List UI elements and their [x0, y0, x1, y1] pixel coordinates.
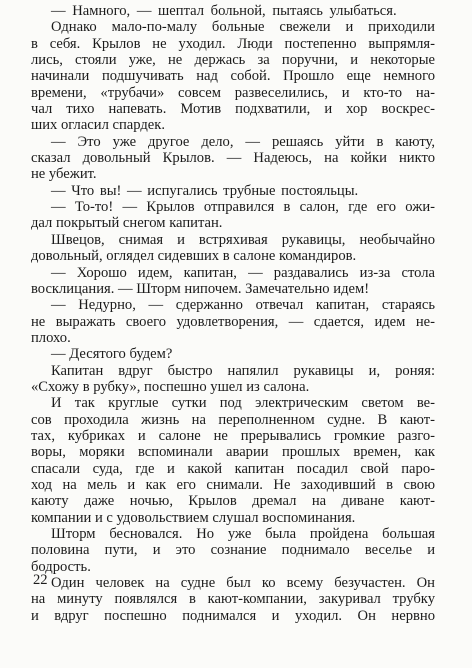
paragraph: [31, 395, 435, 526]
paragraph: [31, 526, 435, 575]
text-line: ход на мель и как его снимали. Не заходивший в свою: [31, 476, 435, 493]
text-line: бодрость.: [31, 558, 91, 575]
text-line: — Намного, — шептал больной, пытаясь улыбаться.: [51, 3, 397, 19]
body-text: [31, 3, 435, 624]
text-line: тах, кубриках и салоне не прерывались громкие разго-: [31, 427, 435, 444]
paragraph: [31, 19, 435, 133]
paragraph: [31, 183, 435, 199]
text-line: не выражать своего удовлетворения, — сдается, идем не-: [31, 313, 435, 330]
text-line: довольный, оглядел сидевших в салоне командиров.: [31, 248, 357, 265]
text-line: Капитан вдруг быстро напялил рукавицы и, роняя:: [51, 362, 435, 379]
text-line: каюту даже ночью, Крылов дремал на диване кают-: [31, 493, 435, 510]
text-line: сов проходила жизнь на переполненном судне. В кают-: [31, 411, 435, 428]
text-line: плохо.: [31, 329, 71, 346]
paragraph: [31, 575, 435, 624]
text-line: спасали суда, где и какой капитан посадил свой паро-: [31, 460, 435, 477]
text-line: ших огласил спардек.: [31, 117, 166, 134]
paragraph: [31, 363, 435, 396]
text-line: начинали подшучивать над собой. Прошло еще немного: [31, 68, 435, 85]
text-line: Один человек на судне был ко всему безучастен. Он: [51, 575, 435, 592]
text-line: И так круглые сутки под электрическим светом ве-: [51, 395, 435, 412]
text-line: и вдруг поспешно поднимался и уходил. Он нервно: [31, 607, 435, 624]
text-line: времени, «трубачи» совсем развеселились, и кто-то на-: [31, 84, 435, 101]
text-line: Шторм бесновался. Но уже была пройдена большая: [51, 526, 435, 542]
text-line: чал тихо напевать. Мотив подхватили, и хор воскрес-: [31, 101, 435, 118]
text-line: — То-то! — Крылов отправился в салон, где его ожи-: [51, 199, 435, 216]
text-line: сказал довольный Крылов. — Надеюсь, на койки никто: [31, 150, 435, 167]
paragraph: [31, 3, 435, 19]
text-line: — Десятого будем?: [51, 346, 173, 363]
text-line: Однако мало-по-малу больные свежели и приходили: [51, 19, 435, 36]
text-line: в себя. Крылов не уходил. Люди постепенно выпрямля-: [31, 35, 435, 52]
text-line: «Схожу в рубку», поспешно ушел из салона.: [31, 378, 310, 395]
text-line: половина пути, и это сознание поднимало веселье и: [31, 542, 435, 559]
paragraph: [31, 134, 435, 183]
text-line: — Что вы! — испугались трубные постояльцы.: [51, 182, 359, 199]
text-line: воры, моряки вспоминали аварии прошлых времен, как: [31, 444, 435, 461]
text-line: на минуту появлялся в кают-компании, закуривал трубку: [31, 591, 435, 608]
paragraph: [31, 346, 435, 362]
text-line: лись, стояли уже, не держась за поручни, и некоторые: [31, 52, 435, 69]
text-line: — Это уже другое дело, — решаясь уйти в каюту,: [51, 133, 435, 150]
paragraph: [31, 199, 435, 232]
text-line: дал покрытый снегом капитан.: [31, 215, 223, 232]
paragraph: [31, 265, 435, 298]
text-line: не убежит.: [31, 166, 97, 183]
text-line: восклицания. — Шторм нипочем. Замечательно идем!: [31, 280, 370, 297]
paragraph: [31, 232, 435, 265]
text-line: Швецов, снимая и встряхивая рукавицы, необычайно: [51, 231, 435, 248]
page-number: 22: [33, 572, 48, 588]
text-line: — Недурно, — сдержанно отвечал капитан, стараясь: [51, 297, 435, 314]
text-line: компании и с удовольствием слушал воспоминания.: [31, 509, 356, 526]
text-line: — Хорошо идем, капитан, — раздавались из-за стола: [51, 264, 435, 281]
paragraph: [31, 297, 435, 346]
